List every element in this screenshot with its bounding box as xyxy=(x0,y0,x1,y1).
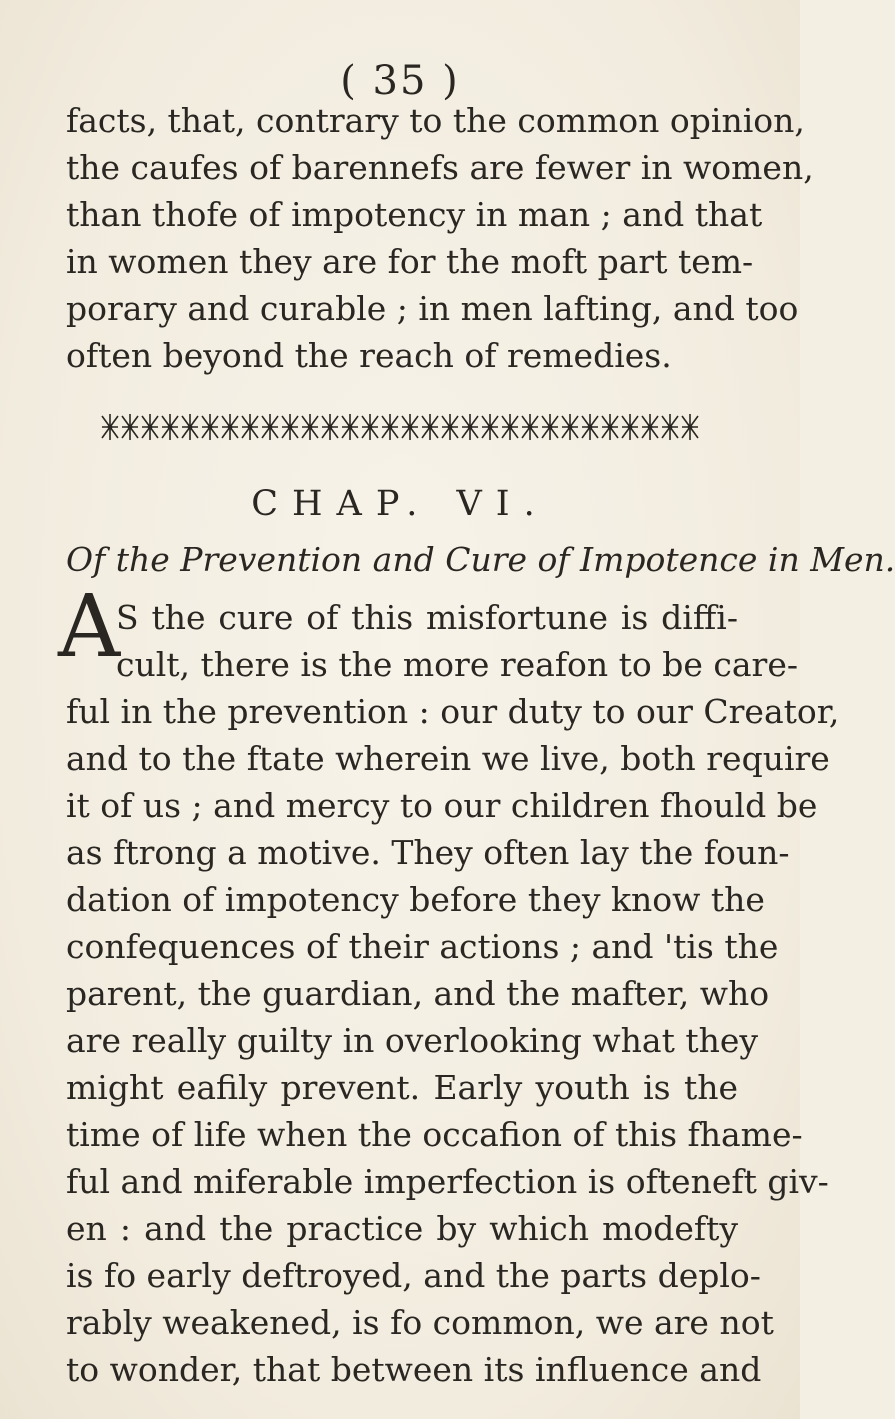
text-line: often beyond the reach of remedies. xyxy=(66,336,672,375)
text-line: than thofe of impotency in man ; and that xyxy=(66,195,763,234)
text-line: en : and the practice by which modefty xyxy=(66,1209,738,1248)
text-line: to wonder, that between its influence and xyxy=(66,1350,762,1389)
text-line: facts, that, contrary to the common opinion, xyxy=(66,101,805,140)
text-line: time of life when the occafion of this fhame- xyxy=(66,1115,803,1154)
page-number: ( 35 ) xyxy=(340,58,460,104)
text-line: rably weakened, is fo common, we are not xyxy=(66,1303,774,1342)
ornamental-rule xyxy=(100,412,700,442)
chapter-title: Of the Prevention and Cure of Impotence in Men. xyxy=(66,540,895,579)
chapter-heading: CHAP. VI. xyxy=(251,484,549,524)
text-line: as ftrong a motive. They often lay the foun- xyxy=(66,833,790,872)
text-line: in women they are for the moft part tem- xyxy=(66,242,754,281)
text-line: the caufes of barennefs are fewer in women, xyxy=(66,148,814,187)
text-line: ful in the prevention : our duty to our Creator, xyxy=(66,692,840,731)
text-line: might eafily prevent. Early youth is the xyxy=(66,1068,738,1107)
text-line: ful and miferable imperfection is ofteneft giv- xyxy=(66,1162,829,1201)
text-line: cult, there is the more reafon to be care- xyxy=(116,645,799,684)
text-line: it of us ; and mercy to our children fhould be xyxy=(66,786,818,825)
text-line: and to the ftate wherein we live, both require xyxy=(66,739,830,778)
text-line: S the cure of this misfortune is diffi- xyxy=(116,598,738,637)
text-line: dation of impotency before they know the xyxy=(66,880,765,919)
text-line: is fo early deftroyed, and the parts deplo- xyxy=(66,1256,761,1295)
text-line: parent, the guardian, and the mafter, who xyxy=(66,974,770,1013)
text-line: are really guilty in overlooking what they xyxy=(66,1021,759,1060)
text-line: porary and curable ; in men lafting, and too xyxy=(66,289,799,328)
text-line: confequences of their actions ; and 'tis the xyxy=(66,927,779,966)
drop-cap: A xyxy=(58,577,121,677)
